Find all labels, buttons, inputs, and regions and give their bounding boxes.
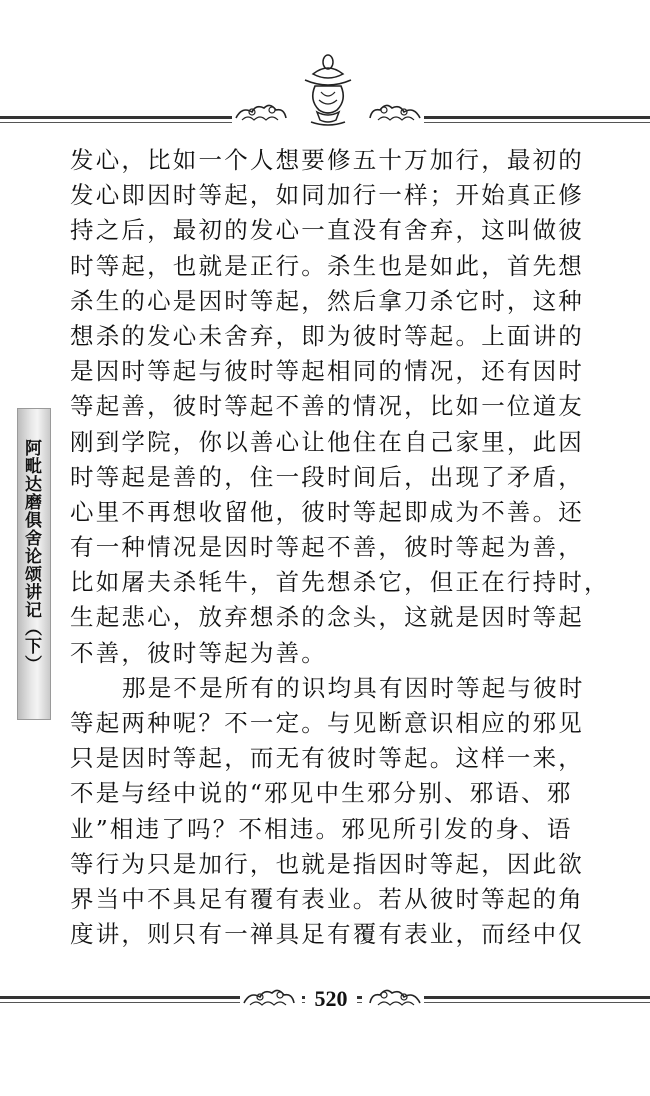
text-line: 杀生的心是因时等起，然后拿刀杀它时，这种 <box>70 286 584 315</box>
paragraph-first-line: 那是不是所有的识均具有因时等起与彼时 <box>122 673 585 702</box>
cloud-scroll-icon <box>362 983 424 1013</box>
text-line: 不是与经中说的“邪见中生邪分别、邪语、邪 <box>70 779 573 808</box>
cloud-scroll-icon <box>240 983 302 1013</box>
page-number: 520 <box>305 984 357 1014</box>
text-line: 心里不再想收留他，彼时等起即成为不善。还 <box>70 497 584 526</box>
text-line: 有一种情况是因时等起不善，彼时等起为善， <box>70 533 584 562</box>
text-line: 刚到学院，你以善心让他住在自己家里，此因 <box>70 427 584 456</box>
page-body <box>70 143 610 952</box>
text-line: 业”相违了吗？不相违。邪见所引发的身、语 <box>70 814 573 843</box>
cloud-scroll-icon <box>232 98 294 128</box>
text-line: 等行为只是加行，也就是指因时等起，因此欲 <box>70 849 584 878</box>
text-line: 发心即因时等起，如同加行一样；开始真正修 <box>70 181 584 210</box>
book-title: 阿毗达磨俱舍论颂讲记（下） <box>21 439 41 673</box>
text-line: 持之后，最初的发心一直没有舍弃，这叫做彼 <box>70 216 584 245</box>
text-line: 只是因时等起，而无有彼时等起。这样一来， <box>70 744 584 773</box>
text-line: 发心，比如一个人想要修五十万加行，最初的 <box>70 146 584 174</box>
text-line: 时等起，也就是正行。杀生也是如此，首先想 <box>70 251 584 280</box>
text-line: 想杀的发心未舍弃，即为彼时等起。上面讲的 <box>70 321 584 350</box>
side-title-tab <box>17 408 51 720</box>
text-line: 等起两种呢？不一定。与见断意识相应的邪见 <box>70 709 584 737</box>
cloud-scroll-icon <box>362 98 424 128</box>
text-line: 时等起是善的，住一段时间后，出现了矛盾， <box>70 462 584 491</box>
text-line: 度讲，则只有一禅具足有覆有表业，而经中仅 <box>70 920 584 949</box>
text-line: 是因时等起与彼时等起相同的情况，还有因时 <box>70 357 584 386</box>
lotus-vase-ornament-icon <box>293 52 363 132</box>
text-line: 比如屠夫杀牦牛，首先想杀它，但正在行持时， <box>70 568 610 597</box>
text-line: 生起悲心，放弃想杀的念头，这就是因时等起 <box>70 603 584 632</box>
text-line: 不善，彼时等起为善。 <box>70 638 327 667</box>
text-line: 等起善，彼时等起不善的情况，比如一位道友 <box>70 392 584 421</box>
text-line: 界当中不具足有覆有表业。若从彼时等起的角 <box>70 884 584 913</box>
